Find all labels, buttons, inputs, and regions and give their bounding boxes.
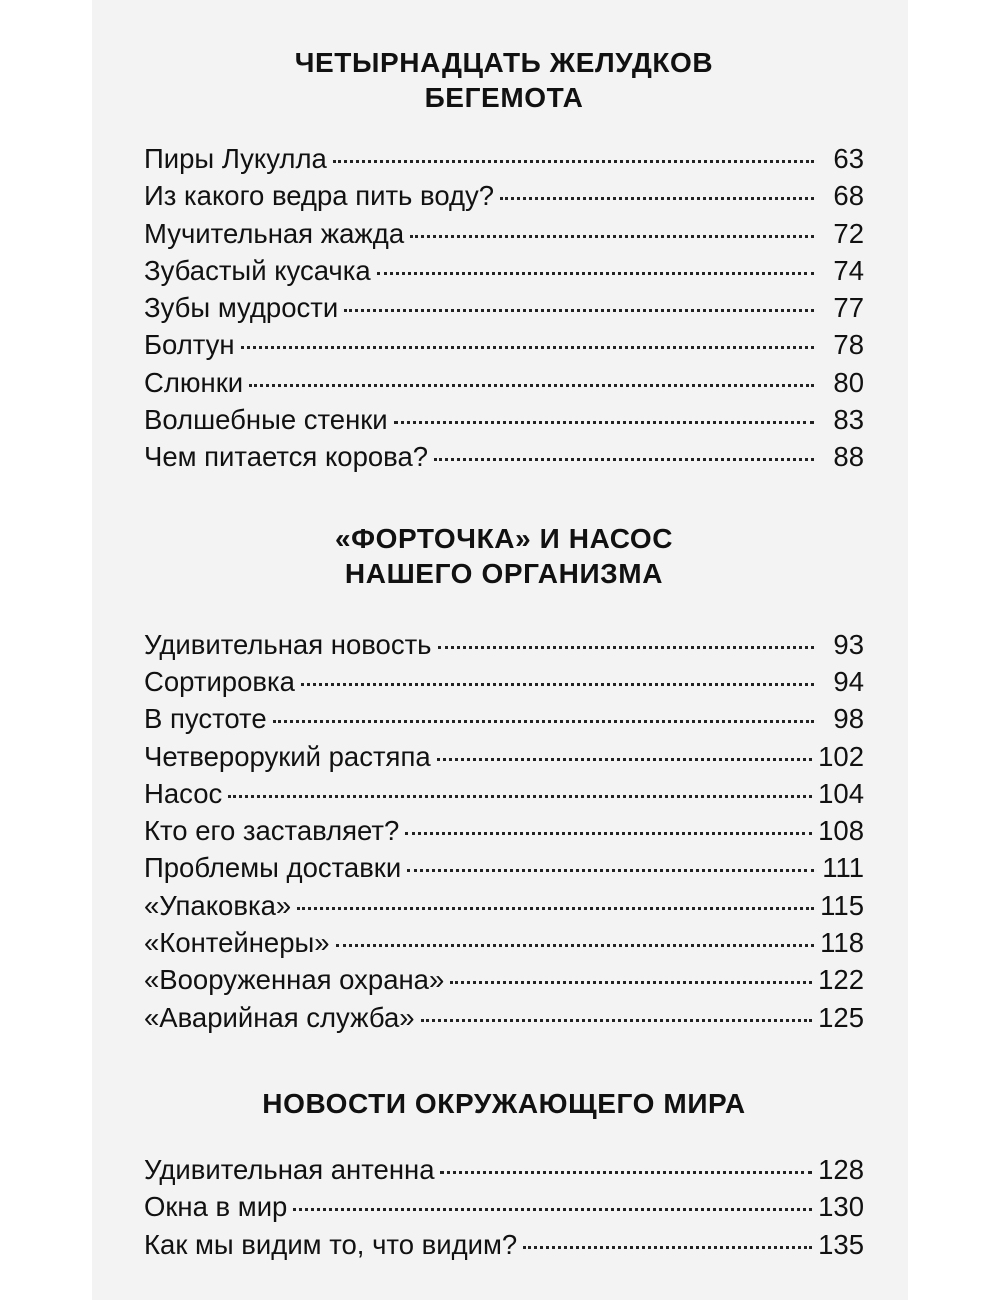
entry-page-number: 72	[833, 217, 864, 249]
entry-title: Волшебные стенки	[144, 404, 388, 436]
entry-page-number: 111	[822, 852, 864, 884]
entry-page-number: 104	[818, 777, 864, 809]
dot-leader	[410, 235, 814, 238]
entry-page-number: 128	[818, 1153, 864, 1185]
toc-entry[interactable]	[144, 999, 864, 1036]
entry-page-number: 125	[818, 1001, 864, 1033]
entry-title: Пиры Лукулла	[144, 143, 327, 174]
toc-entry[interactable]	[144, 364, 864, 401]
entry-page-number: 130	[818, 1191, 864, 1223]
toc-entry[interactable]	[144, 140, 864, 177]
entry-page-number: 118	[820, 927, 864, 959]
toc-entry[interactable]	[144, 924, 864, 961]
dot-leader	[440, 1171, 812, 1174]
toc-entry[interactable]	[144, 401, 864, 438]
dot-leader	[394, 421, 814, 424]
section-title	[144, 521, 864, 591]
section-title-line-1: НОВОСТИ ОКРУЖАЮЩЕГО МИРА	[262, 1087, 746, 1119]
book-page	[92, 0, 908, 1300]
section-title-line-2: НАШЕГО ОРГАНИЗМА	[344, 557, 664, 589]
toc-entry-list	[144, 140, 864, 476]
toc-entry[interactable]	[144, 438, 864, 475]
entry-page-number: 77	[833, 292, 864, 324]
entry-title: Удивительная антенна	[144, 1153, 435, 1185]
entry-title: «Аварийная служба»	[144, 1001, 415, 1033]
toc-entry[interactable]	[144, 812, 864, 849]
toc-section-world-news	[144, 1086, 864, 1263]
entry-page-number: 122	[818, 964, 864, 996]
entry-title: Чем питается корова?	[144, 441, 429, 473]
toc-entry[interactable]	[144, 663, 864, 700]
entry-page-number: 108	[818, 815, 864, 847]
entry-page-number: 80	[833, 366, 864, 398]
toc-entry[interactable]	[144, 738, 864, 775]
entry-title: Из какого ведра пить воду?	[144, 180, 495, 212]
entry-title: Болтун	[144, 329, 235, 361]
toc-entry[interactable]	[144, 252, 864, 289]
toc-section-hippo-stomachs	[144, 45, 864, 476]
toc-entry[interactable]	[144, 887, 864, 924]
toc-entry[interactable]	[144, 326, 864, 363]
entry-title: Проблемы доставки	[144, 852, 402, 884]
entry-title: «Контейнеры»	[144, 927, 330, 959]
dot-leader	[301, 683, 814, 686]
entry-page-number: 115	[820, 889, 864, 921]
dot-leader	[377, 272, 814, 275]
dot-leader	[523, 1246, 812, 1249]
dot-leader	[500, 197, 814, 200]
section-title	[144, 45, 864, 115]
dot-leader	[249, 384, 814, 387]
dot-leader	[405, 832, 812, 835]
dot-leader	[407, 869, 814, 872]
toc-entry-list	[144, 1151, 864, 1263]
entry-title: Удивительная новость	[144, 628, 432, 660]
toc-entry[interactable]	[144, 289, 864, 326]
dot-leader	[293, 1208, 812, 1211]
entry-page-number: 68	[833, 180, 864, 212]
entry-page-number: 94	[833, 665, 864, 697]
toc-entry[interactable]	[144, 849, 864, 886]
dot-leader	[450, 981, 812, 984]
entry-title: Зубы мудрости	[144, 292, 339, 324]
entry-page-number: 78	[833, 329, 864, 361]
toc-section-window-and-pump	[144, 521, 864, 1036]
dot-leader	[421, 1019, 813, 1022]
entry-page-number: 102	[818, 740, 864, 772]
toc-entry[interactable]	[144, 1151, 864, 1188]
table-of-contents	[144, 45, 864, 1263]
entry-page-number: 74	[833, 254, 864, 286]
entry-title: Мучительная жажда	[144, 217, 405, 249]
entry-title: Насос	[144, 777, 223, 809]
toc-entry[interactable]	[144, 775, 864, 812]
entry-title: Окна в мир	[144, 1191, 288, 1223]
entry-page-number: 88	[833, 441, 864, 473]
toc-entry[interactable]	[144, 700, 864, 737]
section-title-line-1: ЧЕТЫРНАДЦАТЬ ЖЕЛУДКОВ	[294, 47, 714, 78]
toc-entry[interactable]	[144, 1226, 864, 1263]
entry-page-number: 135	[818, 1228, 864, 1260]
section-title-line-2: БЕГЕМОТА	[424, 82, 584, 113]
toc-entry-list	[144, 626, 864, 1036]
entry-page-number: 93	[833, 628, 864, 660]
toc-entry[interactable]	[144, 215, 864, 252]
entry-title: Зубастый кусачка	[144, 254, 371, 286]
entry-page-number: 83	[833, 404, 864, 436]
entry-title: Кто его заставляет?	[144, 815, 400, 847]
toc-entry[interactable]	[144, 1188, 864, 1225]
entry-page-number: 63	[833, 143, 864, 174]
dot-leader	[297, 907, 814, 910]
entry-title: Сортировка	[144, 665, 295, 697]
entry-title: Слюнки	[144, 366, 244, 398]
entry-title: Четверорукий растяпа	[144, 740, 431, 772]
toc-entry[interactable]	[144, 177, 864, 214]
dot-leader	[273, 720, 814, 723]
dot-leader	[434, 458, 814, 461]
entry-title: «Вооруженная охрана»	[144, 964, 445, 996]
entry-title: «Упаковка»	[144, 889, 292, 921]
dot-leader	[333, 160, 814, 163]
dot-leader	[437, 758, 812, 761]
toc-entry[interactable]	[144, 961, 864, 998]
dot-leader	[344, 309, 814, 312]
entry-page-number: 98	[833, 703, 864, 735]
dot-leader	[228, 795, 812, 798]
entry-title: Как мы видим то, что видим?	[144, 1228, 518, 1260]
entry-title: В пустоте	[144, 703, 267, 735]
dot-leader	[438, 646, 814, 649]
section-title	[144, 1086, 864, 1121]
dot-leader	[336, 944, 814, 947]
dot-leader	[241, 346, 814, 349]
toc-entry[interactable]	[144, 626, 864, 663]
section-title-line-1: «ФОРТОЧКА» И НАСОС	[334, 522, 674, 554]
